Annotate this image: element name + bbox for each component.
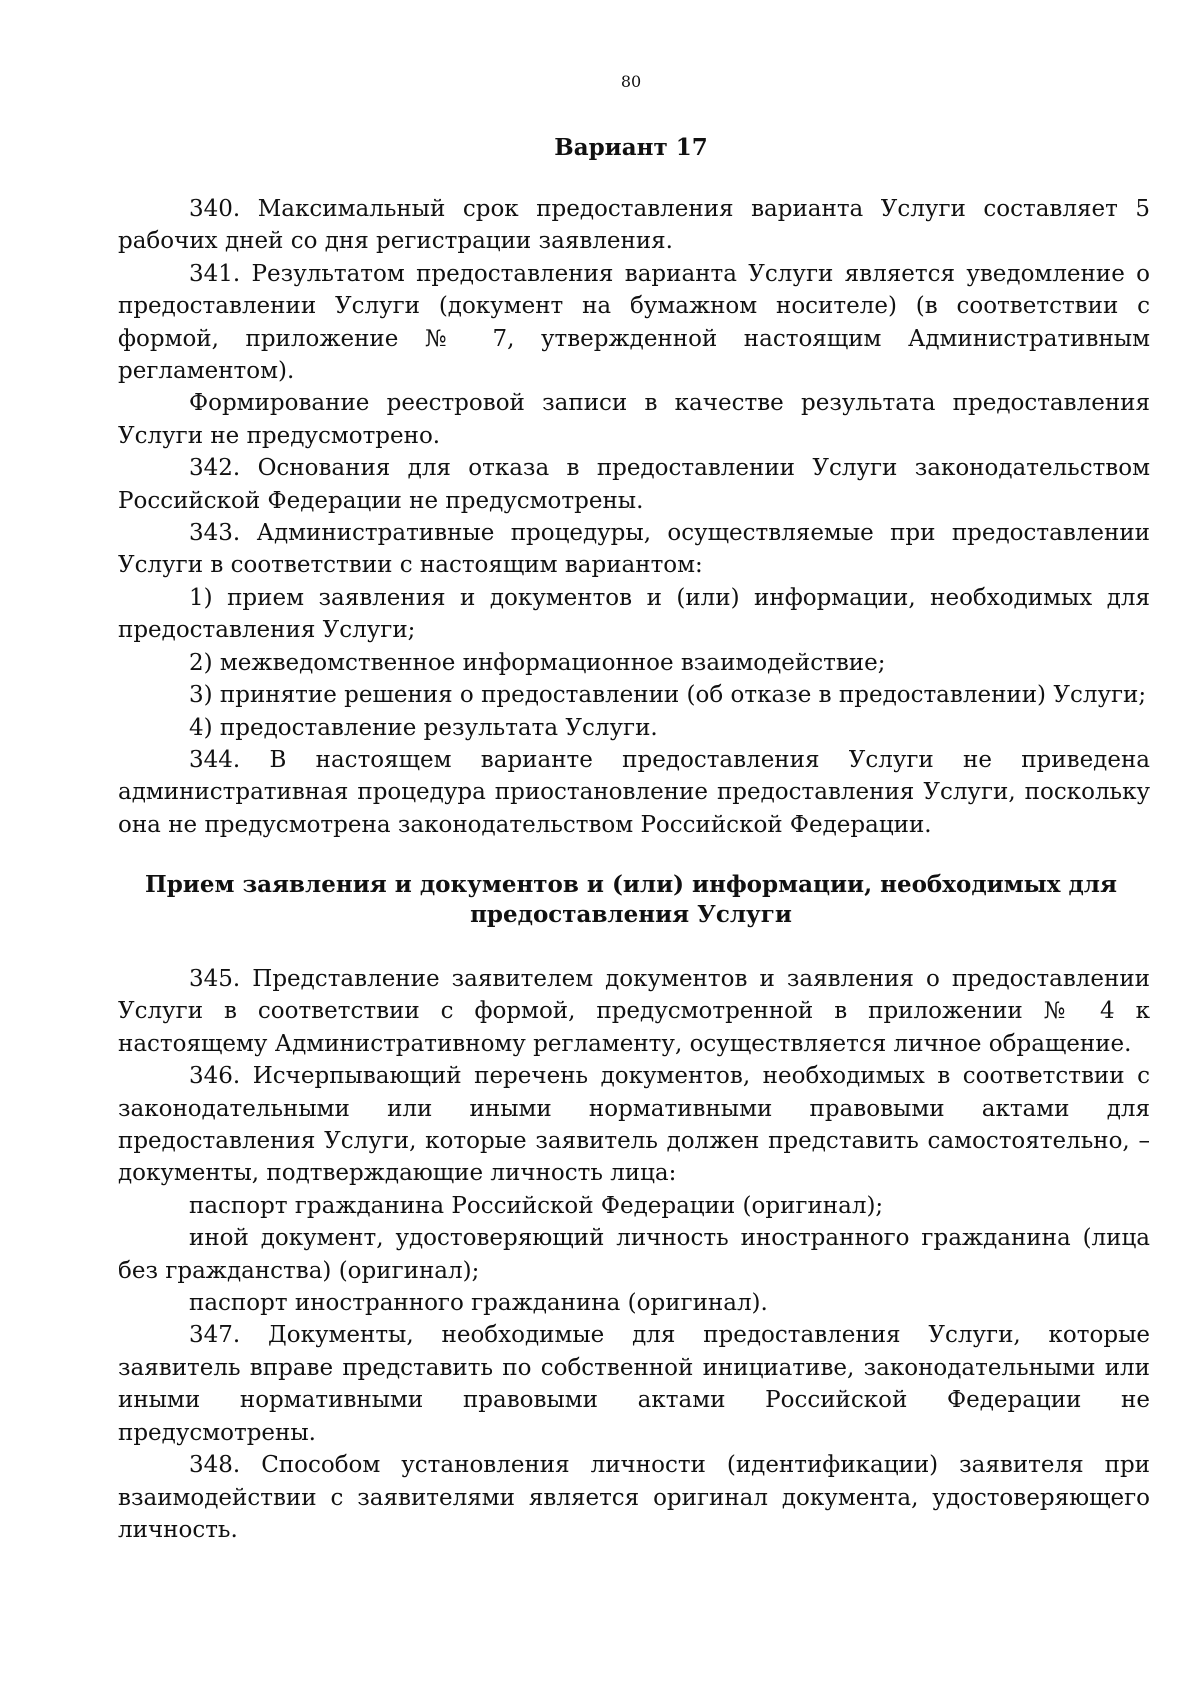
- paragraph-346: 346. Исчерпывающий перечень документов, необходимых в соответствии с законодательными или иными нормативными правовыми актами для предоставления Услуги, которые заявитель должен представить самостоятельно, – документы, подтверждающие личность лица:: [118, 1063, 1150, 1187]
- paragraph-345: 345. Представление заявителем документов и заявления о предоставлении Услуги в соответствии с формой, предусмотренной в приложении № 4 к настоящему Административному регламенту, осуществляется личное обращение.: [118, 966, 1150, 1057]
- list-item-foreign-passport: паспорт иностранного гражданина (оригинал).: [189, 1290, 768, 1317]
- list-item-passport-rf: паспорт гражданина Российской Федерации (оригинал);: [189, 1192, 884, 1219]
- list-item-other-document: иной документ, удостоверяющий личность иностранного гражданина (лица без гражданства) (оригинал);: [118, 1225, 1150, 1284]
- section-1-body: [118, 193, 1150, 841]
- paragraph-348: 348. Способом установления личности (идентификации) заявителя при взаимодействии с заявителями является оригинал документа, удостоверяющего личность.: [118, 1452, 1150, 1543]
- list-item-1: 1) прием заявления и документов и (или) информации, необходимых для предоставления Услуги;: [118, 584, 1150, 644]
- list-item-3: 3) принятие решения о предоставлении (об отказе в предоставлении) Услуги;: [189, 682, 1147, 709]
- paragraph-343: 343. Административные процедуры, осуществляемые при предоставлении Услуги в соответствии с настоящим вариантом:: [118, 520, 1150, 579]
- paragraph-registry-record: Формирование реестровой записи в качестве результата предоставления Услуги не предусмотрено.: [118, 390, 1150, 449]
- paragraph-341: 341. Результатом предоставления варианта Услуги является уведомление о предоставлении Услуги (документ на бумажном носителе) (в соответствии с формой, приложение № 7, утвержденной настоящим Административным регламентом).: [118, 260, 1150, 385]
- page-number: 80: [620, 72, 642, 91]
- section-heading-line-1: Прием заявления и документов и (или) информации, необходимых для: [145, 871, 1117, 898]
- paragraph-342: 342. Основания для отказа в предоставлении Услуги законодательством Российской Федерации не предусмотрены.: [118, 455, 1150, 514]
- paragraph-340: 340. Максимальный срок предоставления варианта Услуги составляет 5 рабочих дней со дня регистрации заявления.: [118, 196, 1150, 255]
- section-heading: [0, 870, 1200, 930]
- list-item-2: 2) межведомственное информационное взаимодействие;: [189, 649, 886, 676]
- section-2-body: [118, 963, 1150, 1546]
- paragraph-347: 347. Документы, необходимые для предоставления Услуги, которые заявитель вправе представить по собственной инициативе, законодательными или иными нормативными правовыми актами Российской Федерации не предусмотрены.: [118, 1322, 1150, 1446]
- list-item-4: 4) предоставление результата Услуги.: [189, 714, 658, 741]
- variant-title: Вариант 17: [554, 134, 708, 161]
- section-heading-line-2: предоставления Услуги: [470, 901, 792, 928]
- paragraph-344: 344. В настоящем варианте предоставления Услуги не приведена административная процедура приостановление предоставления Услуги, поскольку она не предусмотрена законодательством Российской Федерации.: [118, 746, 1150, 838]
